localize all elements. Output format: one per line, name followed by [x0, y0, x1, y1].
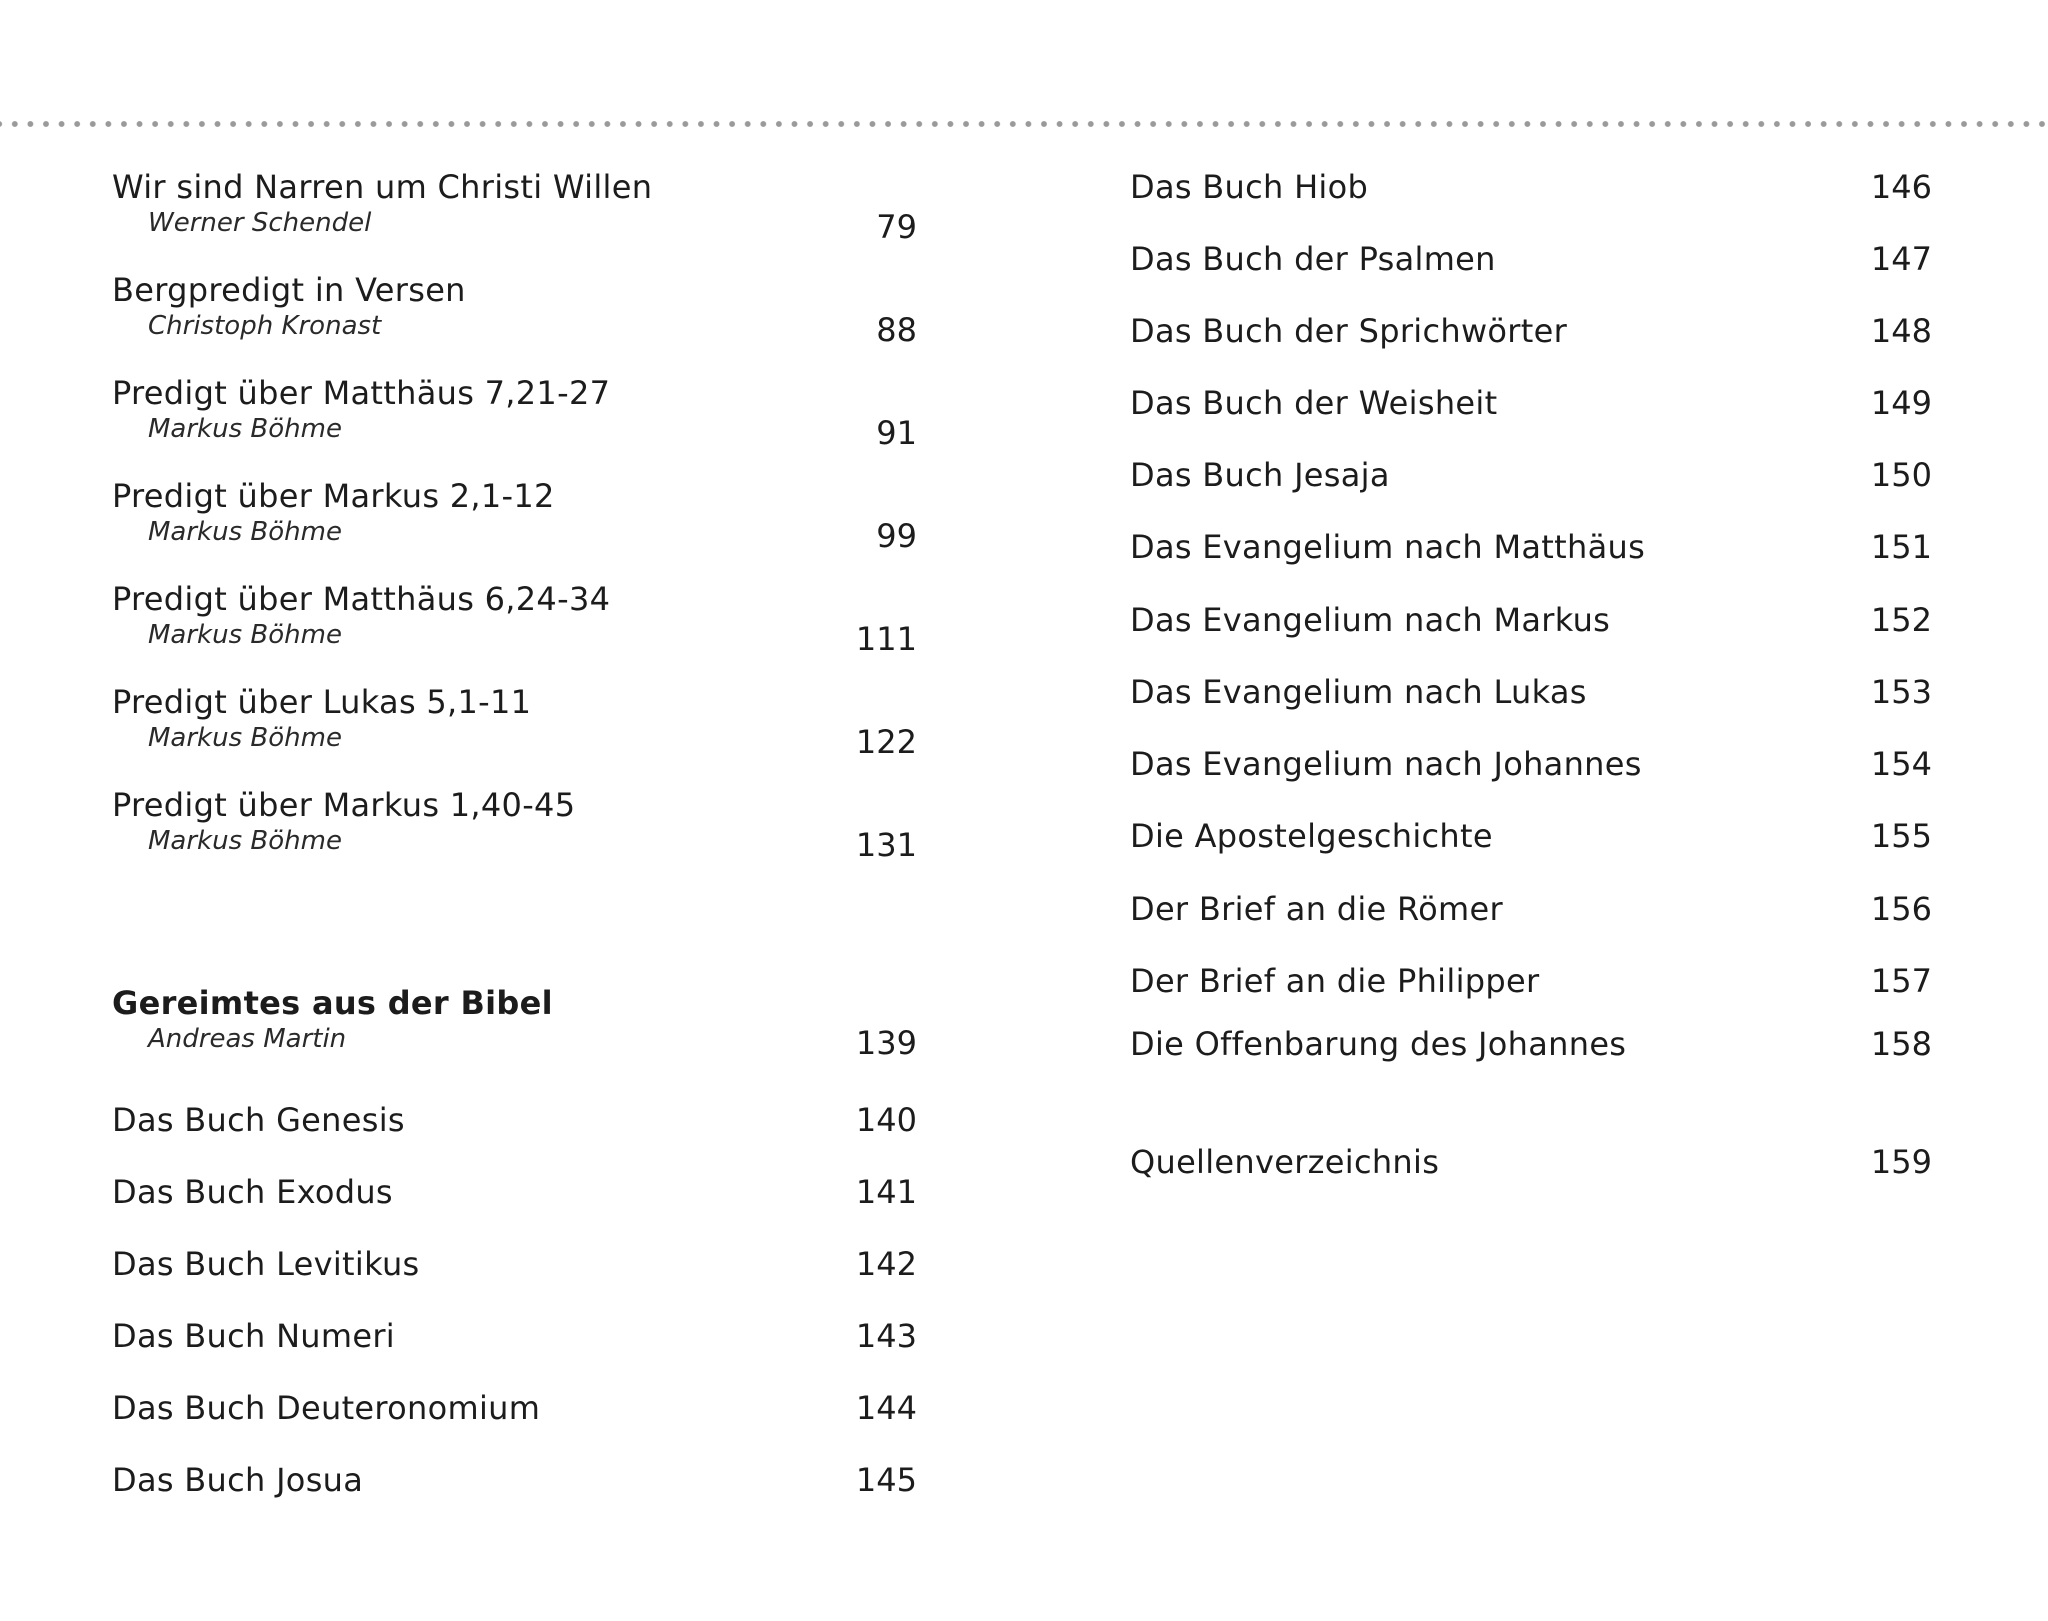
entry-title: Das Evangelium nach Markus: [1130, 601, 1611, 639]
toc-entry-book[interactable]: [112, 1456, 917, 1504]
entry-title: Das Evangelium nach Johannes: [1130, 745, 1642, 783]
toc-section-heading[interactable]: [112, 979, 917, 1062]
entry-page-number: 155: [1870, 817, 1932, 855]
toc-entry-book[interactable]: [112, 1240, 917, 1288]
entry-page-number: 79: [876, 208, 917, 246]
entry-page-number: 150: [1870, 456, 1932, 494]
entry-title: Das Buch der Sprichwörter: [1130, 312, 1568, 350]
entry-page-number: 91: [876, 414, 917, 452]
toc-entry-book[interactable]: [112, 1384, 917, 1432]
entry-title: Predigt über Markus 1,40-45: [112, 786, 576, 824]
entry-author: Markus Böhme: [148, 414, 342, 444]
toc-entry-book[interactable]: [1130, 379, 1932, 427]
entry-page-number: 154: [1870, 745, 1932, 783]
toc-entry-book[interactable]: [1130, 451, 1932, 499]
entry-title: Predigt über Matthäus 7,21-27: [112, 374, 611, 412]
section-title: Gereimtes aus der Bibel: [112, 984, 553, 1022]
entry-page-number: 158: [1870, 1025, 1932, 1063]
section-page-number: 139: [855, 1024, 917, 1062]
entry-title: Das Buch Genesis: [112, 1101, 405, 1139]
toc-entry-sermon[interactable]: [112, 163, 917, 246]
toc-entry-book[interactable]: [112, 1312, 917, 1360]
toc-entry-sermon[interactable]: [112, 575, 917, 658]
toc-entry-book[interactable]: [1130, 812, 1932, 860]
toc-entry-sermon[interactable]: [112, 678, 917, 761]
entry-title: Das Buch Hiob: [1130, 168, 1369, 206]
toc-entry-book[interactable]: [112, 1096, 917, 1144]
entry-author: Markus Böhme: [148, 517, 342, 547]
entry-page-number: 151: [1870, 528, 1932, 566]
toc-entry-book[interactable]: [1130, 957, 1932, 1005]
entry-page-number: 111: [855, 620, 917, 658]
entry-page-number: 147: [1870, 240, 1932, 278]
entry-page-number: 153: [1870, 673, 1932, 711]
entry-author: Markus Böhme: [148, 620, 342, 650]
entry-title: Wir sind Narren um Christi Willen: [112, 168, 653, 206]
entry-page-number: 143: [855, 1317, 917, 1355]
toc-entry-book[interactable]: [1130, 596, 1932, 644]
entry-page-number: 146: [1870, 168, 1932, 206]
toc-entry-sermon[interactable]: [112, 266, 917, 349]
dotted-separator: [0, 118, 2048, 130]
entry-title: Das Evangelium nach Lukas: [1130, 673, 1587, 711]
toc-entry-book[interactable]: [1130, 885, 1932, 933]
entry-page-number: 149: [1870, 384, 1932, 422]
entry-page-number: 159: [1870, 1143, 1932, 1181]
toc-entry-sources[interactable]: [1130, 1138, 1932, 1186]
toc-entry-book[interactable]: [112, 1168, 917, 1216]
entry-page-number: 145: [855, 1461, 917, 1499]
entry-title: Das Buch Jesaja: [1130, 456, 1390, 494]
entry-title: Predigt über Lukas 5,1-11: [112, 683, 532, 721]
toc-entry-book[interactable]: [1130, 740, 1932, 788]
entry-title: Der Brief an die Römer: [1130, 890, 1503, 928]
entry-title: Das Buch Levitikus: [112, 1245, 420, 1283]
toc-entry-book[interactable]: [1130, 668, 1932, 716]
entry-title: Das Buch Numeri: [112, 1317, 395, 1355]
toc-entry-book[interactable]: [1130, 163, 1932, 211]
entry-page-number: 144: [855, 1389, 917, 1427]
entry-title: Der Brief an die Philipper: [1130, 962, 1540, 1000]
entry-title: Das Buch Deuteronomium: [112, 1389, 541, 1427]
entry-author: Christoph Kronast: [148, 311, 382, 341]
toc-entry-book[interactable]: [1130, 235, 1932, 283]
entry-title: Das Buch der Weisheit: [1130, 384, 1498, 422]
entry-title: Das Evangelium nach Matthäus: [1130, 528, 1646, 566]
entry-page-number: 131: [855, 826, 917, 864]
entry-page-number: 122: [855, 723, 917, 761]
toc-entry-sermon[interactable]: [112, 472, 917, 555]
toc-entry-sermon[interactable]: [112, 781, 917, 864]
entry-page-number: 141: [855, 1173, 917, 1211]
section-author: Andreas Martin: [148, 1024, 347, 1054]
toc-entry-sermon[interactable]: [112, 369, 917, 452]
entry-title: Das Buch Josua: [112, 1461, 364, 1499]
toc-entry-book[interactable]: [1130, 1020, 1932, 1068]
entry-page-number: 157: [1870, 962, 1932, 1000]
entry-author: Markus Böhme: [148, 723, 342, 753]
entry-page-number: 148: [1870, 312, 1932, 350]
entry-title: Die Apostelgeschichte: [1130, 817, 1493, 855]
entry-page-number: 99: [876, 517, 917, 555]
entry-title: Predigt über Matthäus 6,24-34: [112, 580, 611, 618]
entry-title: Predigt über Markus 2,1-12: [112, 477, 555, 515]
entry-title: Quellenverzeichnis: [1130, 1143, 1440, 1181]
toc-entry-book[interactable]: [1130, 307, 1932, 355]
entry-page-number: 140: [855, 1101, 917, 1139]
entry-title: Das Buch der Psalmen: [1130, 240, 1496, 278]
entry-author: Markus Böhme: [148, 826, 342, 856]
entry-page-number: 156: [1870, 890, 1932, 928]
entry-title: Das Buch Exodus: [112, 1173, 393, 1211]
entry-author: Werner Schendel: [148, 208, 372, 238]
entry-title: Die Offenbarung des Johannes: [1130, 1025, 1627, 1063]
entry-page-number: 88: [876, 311, 917, 349]
entry-page-number: 152: [1870, 601, 1932, 639]
toc-entry-book[interactable]: [1130, 523, 1932, 571]
entry-page-number: 142: [855, 1245, 917, 1283]
entry-title: Bergpredigt in Versen: [112, 271, 466, 309]
